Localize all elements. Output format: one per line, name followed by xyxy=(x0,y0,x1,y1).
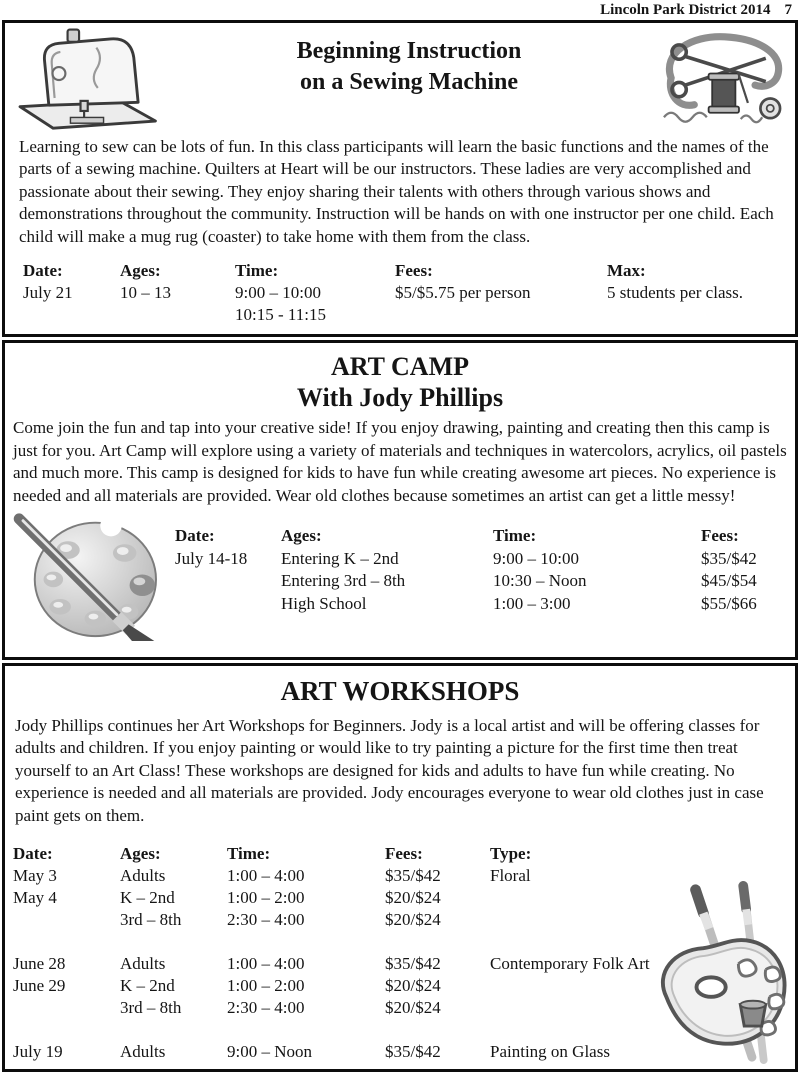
row4-time: 1:00 – 2:00 xyxy=(227,976,305,996)
sewing-ages-value: 10 – 13 xyxy=(120,283,171,303)
sewing-time-value-2: 10:15 - 11:15 xyxy=(235,305,326,325)
artcamp-fees-header: Fees: xyxy=(701,526,739,545)
publication-title: Lincoln Park District 2014 xyxy=(600,2,771,18)
row6-ages: Adults xyxy=(120,1042,166,1062)
workshops-time-header: Time: xyxy=(227,844,271,864)
artcamp-col-fees xyxy=(701,525,757,641)
workshops-title: ART WORKSHOPS xyxy=(280,676,520,706)
paint-palette-brush-icon xyxy=(5,509,175,641)
artcamp-time-1: 10:30 – Noon xyxy=(493,571,587,590)
artcamp-title-line1: ART CAMP xyxy=(331,352,469,381)
artcamp-time-2: 1:00 – 3:00 xyxy=(493,593,571,613)
sewing-notions-icon xyxy=(655,26,789,129)
workshops-date-header: Date: xyxy=(13,844,53,864)
row1-fees: $20/$24 xyxy=(385,888,441,908)
artcamp-col-ages xyxy=(281,525,493,641)
workshops-description: Jody Phillips continues her Art Workshops for Beginners. Jody is a local artist and will be offering classes for adults and children. If you enjoy painting or would like to try painting a picture for the first time then treat yourself to an Art Class! These workshops are designed for kids and adults to have fun while creating. No experience is needed and all materials are provided. Jody encourages everyone to wear old clothes just in case paint gets on them. xyxy=(15,716,764,825)
artcamp-ages-1: Entering 3rd – 8th xyxy=(281,571,406,590)
row4-fees: $20/$24 xyxy=(385,976,441,996)
artcamp-fees-2: $55/$66 xyxy=(701,593,757,613)
page-header xyxy=(0,0,800,20)
row0-fees: $35/$42 xyxy=(385,866,441,886)
artcamp-time-header: Time: xyxy=(493,526,537,545)
row6-time: 9:00 – Noon xyxy=(227,1042,312,1062)
row6-fees: $35/$42 xyxy=(385,1042,441,1062)
artcamp-title-line2: With Jody Phillips xyxy=(296,383,504,413)
workshops-ages-header: Ages: xyxy=(120,844,161,864)
row5-time: 2:30 – 4:00 xyxy=(227,998,305,1018)
artcamp-time-0: 9:00 – 10:00 xyxy=(493,548,579,568)
sewing-date-header: Date: xyxy=(23,261,63,281)
artcamp-ages-2: High School xyxy=(281,593,367,613)
row0-time: 1:00 – 4:00 xyxy=(227,866,305,886)
sewing-title xyxy=(163,26,655,98)
section-art-camp xyxy=(2,340,798,660)
sewing-col-fees xyxy=(395,260,607,326)
artcamp-fees-0: $35/$42 xyxy=(701,548,757,568)
sewing-col-time xyxy=(235,260,395,326)
sewing-fees-header: Fees: xyxy=(395,261,433,281)
row5-date xyxy=(13,997,120,1019)
section-art-workshops xyxy=(2,663,798,1072)
row0-type: Floral xyxy=(490,866,531,886)
sewing-schedule-table xyxy=(23,260,795,326)
row2-date xyxy=(13,909,120,931)
artcamp-bottom xyxy=(5,509,795,641)
artcamp-date-header: Date: xyxy=(175,526,215,545)
sewing-max-value: 5 students per class. xyxy=(607,283,743,303)
row3-ages: Adults xyxy=(120,954,166,974)
row3-time: 1:00 – 4:00 xyxy=(227,954,305,974)
row2-time: 2:30 – 4:00 xyxy=(227,910,305,930)
row3-fees: $35/$42 xyxy=(385,954,441,974)
page-number: 7 xyxy=(784,2,792,18)
workshops-fees-header: Fees: xyxy=(385,844,423,864)
row5-ages: 3rd – 8th xyxy=(120,998,182,1018)
section-sewing-machine xyxy=(2,20,798,337)
row4-ages: K – 2nd xyxy=(120,976,175,996)
artcamp-ages-0: Entering K – 2nd xyxy=(281,548,399,568)
sewing-description: Learning to sew can be lots of fun. In this class participants will learn the basic functions and the names of the parts of a sewing machine. Quilters at Heart will be our instructors. These ladies are very accomplished and passionate about their sewing. They enjoy sharing their talents with others through various shows and demonstrations throughout the community. Instruction will be hands on with one instructor per one child. Each child will make a mug rug (coaster) to take home with them from the class. xyxy=(19,137,774,246)
sewing-fees-value: $5/$5.75 per person xyxy=(395,283,531,303)
sewing-machine-icon xyxy=(11,26,163,134)
row6-type: Painting on Glass xyxy=(490,1042,610,1062)
artcamp-title xyxy=(5,343,795,413)
sewing-time-header: Time: xyxy=(235,261,279,281)
row0-ages: Adults xyxy=(120,866,166,886)
artcamp-ages-header: Ages: xyxy=(281,526,322,545)
sewing-col-date xyxy=(23,260,120,326)
row1-ages: K – 2nd xyxy=(120,888,175,908)
artcamp-schedule-table xyxy=(175,509,757,641)
paint-palette-brushes-icon xyxy=(637,880,793,1065)
row4-date: June 29 xyxy=(13,976,66,996)
row0-date: May 3 xyxy=(13,866,57,886)
row2-fees: $20/$24 xyxy=(385,910,441,930)
artcamp-description: Come join the fun and tap into your creative side! If you enjoy drawing, painting and creating then this camp is just for you. Art Camp will explore using a variety of materials and techniques in watercolors, acrylics, oil pastels and much more. This camp is designed for kids to have fun while creating awesome art pieces. No experience is needed and all materials are provided. Wear old clothes because sometimes an artist can get a little messy! xyxy=(13,418,787,505)
row1-date: May 4 xyxy=(13,888,57,908)
sewing-date-value: July 21 xyxy=(23,283,73,303)
row1-time: 1:00 – 2:00 xyxy=(227,888,305,908)
artcamp-fees-1: $45/$54 xyxy=(701,571,757,590)
sewing-ages-header: Ages: xyxy=(120,261,161,281)
sewing-col-max xyxy=(607,260,795,326)
sewing-title-line1: Beginning Instruction xyxy=(296,38,522,64)
row5-fees: $20/$24 xyxy=(385,998,441,1018)
sewing-col-ages xyxy=(120,260,235,326)
row6-date: July 19 xyxy=(13,1042,63,1062)
workshops-header-row xyxy=(13,843,795,865)
row2-ages: 3rd – 8th xyxy=(120,910,182,930)
sewing-title-line2: on a Sewing Machine xyxy=(299,69,518,96)
artcamp-col-date xyxy=(175,525,281,641)
artcamp-date-value: July 14-18 xyxy=(175,548,248,568)
artcamp-col-time xyxy=(493,525,701,641)
sewing-section-header xyxy=(5,23,795,133)
row3-type: Contemporary Folk Art xyxy=(490,954,650,974)
workshops-type-header: Type: xyxy=(490,844,532,864)
row3-date: June 28 xyxy=(13,954,66,974)
sewing-time-value-1: 9:00 – 10:00 xyxy=(235,283,321,303)
sewing-max-header: Max: xyxy=(607,261,646,281)
